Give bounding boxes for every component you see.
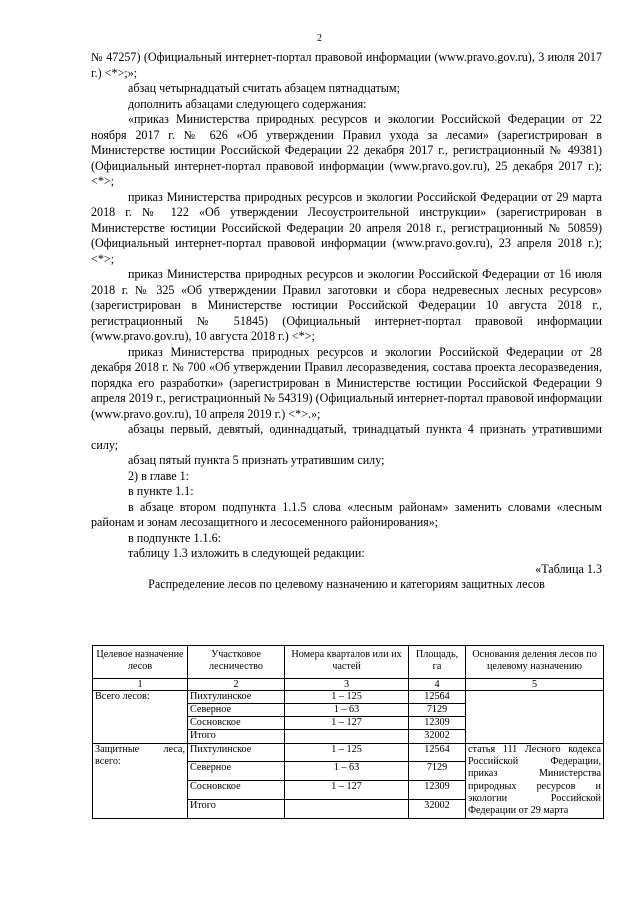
body-paragraph: приказ Министерства природных ресурсов и экологии Российской Федерации от 28 декабря 2018 г. № 700 «Об утверждении Правил лесоразведения, состава проекта лесоразведения, порядка его разработки» (зарегистрирован в Министерстве юстиции Российской Федерации 9 апреля 2019 г., регистрационный № 54319) (Официальный интернет-портал правовой информации (www.pravo.gov.ru), 10 апреля 2019 г.) <*>.»; (91, 344, 602, 421)
body-paragraph: приказ Министерства природных ресурсов и экологии Российской Федерации от 16 июля 2018 г. № 325 «Об утверждении Правил заготовки и сбора недревесных лесных ресурсов» (зарегистрирован в Министерстве юстиции Российской Федерации 10 августа 2018 г., регистрационный № 51845) (Официальный интернет-портал правовой информации (www.pravo.gov.ru), 10 августа 2018 г.) <*>; (91, 267, 602, 343)
body-paragraph: дополнить абзацами следующего содержания: (128, 96, 367, 111)
body-paragraph: в пункте 1.1: (128, 484, 194, 498)
table-header-row (93, 646, 604, 679)
area-cell: 12309 (409, 717, 466, 730)
quarters-cell: 1 – 127 (285, 781, 409, 800)
document-body (91, 50, 602, 593)
column-number: 3 (285, 678, 409, 690)
body-paragraph: абзац четырнадцатый считать абзацем пятнадцатым; (128, 81, 400, 95)
forestry-cell: Сосновское (188, 717, 285, 730)
header-cell: Номера кварталов или их частей (285, 646, 409, 679)
table-row (93, 743, 604, 762)
purpose-cell: Защитные леса, всего: (93, 743, 188, 818)
forestry-cell: Итого (188, 799, 285, 818)
body-paragraph: абзацы первый, девятый, одиннадцатый, тринадцатый пункта 4 признать утратившими силу; (91, 422, 602, 452)
column-number: 1 (93, 678, 188, 690)
body-paragraph: в абзаце втором подпункта 1.1.5 слова «лесным районам» заменить словами «лесным районам и зонам лесозащитного и лесосеменного районирования»; (91, 499, 602, 529)
forestry-cell: Итого (188, 730, 285, 743)
basis-cell: статья 111 Лесного кодекса Российской Федерации, приказ Министерства природных ресурсов и экологии Российской Федерации от 29 марта (466, 743, 604, 818)
purpose-cell: Всего лесов: (93, 690, 188, 743)
column-number: 2 (188, 678, 285, 690)
body-paragraph: в подпункте 1.1.6: (128, 530, 221, 545)
forestry-cell: Пихтулинское (188, 690, 285, 703)
area-cell: 7129 (409, 703, 466, 716)
forestry-cell: Северное (188, 703, 285, 716)
area-cell: 12309 (409, 781, 466, 800)
body-paragraph: № 47257) (Официальный интернет-портал правовой информации (www.pravo.gov.ru), 3 июля 2017 г.) <*>;»; (91, 50, 602, 80)
header-cell: Участковое лесничество (188, 646, 285, 679)
body-paragraph: приказ Министерства природных ресурсов и экологии Российской Федерации от 29 марта 2018 г. № 122 «Об утверждении Лесоустроительной инструкции» (зарегистрирован в Министерстве юстиции Российской Федерации 20 апреля 2018 г., регистрационный № 50859) (Официальный интернет-портал правовой информации (www.pravo.gov.ru), 23 апреля 2018 г.); <*>; (91, 189, 602, 266)
forestry-cell: Сосновское (188, 781, 285, 800)
quarters-cell (285, 730, 409, 743)
header-cell: Основания деления лесов по целевому назначению (466, 646, 604, 679)
area-cell: 12564 (409, 690, 466, 703)
paragraph-list (91, 50, 602, 562)
table-row (93, 690, 604, 703)
header-cell: Целевое назначение лесов (93, 646, 188, 679)
area-cell: 32002 (409, 730, 466, 743)
quarters-cell: 1 – 125 (285, 743, 409, 762)
area-cell: 7129 (409, 762, 466, 781)
quarters-cell: 1 – 125 (285, 690, 409, 703)
body-paragraph: «приказ Министерства природных ресурсов и экологии Российской Федерации от 22 ноября 2017 г. № 626 «Об утверждении Правил ухода за лесами» (зарегистрирован в Министерстве юстиции Российской Федерации 22 декабря 2017 г., регистрационный № 49381) (Официальный интернет-портал правовой информации (www.pravo.gov.ru), 25 декабря 2017 г.); <*>; (91, 112, 602, 188)
body-paragraph: таблицу 1.3 изложить в следующей редакции: (128, 546, 365, 560)
column-number-row (93, 678, 604, 690)
basis-cell (466, 690, 604, 743)
forestry-cell: Пихтулинское (188, 743, 285, 762)
forest-distribution-table (92, 645, 604, 819)
quarters-cell: 1 – 127 (285, 717, 409, 730)
forestry-cell: Северное (188, 762, 285, 781)
area-cell: 12564 (409, 743, 466, 762)
body-paragraph: 2) в главе 1: (128, 468, 190, 483)
column-number: 5 (466, 678, 604, 690)
area-cell: 32002 (409, 799, 466, 818)
quarters-cell: 1 – 63 (285, 762, 409, 781)
quarters-cell: 1 – 63 (285, 703, 409, 716)
quarters-cell (285, 799, 409, 818)
body-paragraph: абзац пятый пункта 5 признать утратившим силу; (128, 453, 385, 467)
page-number: 2 (317, 33, 322, 44)
table-label: «Таблица 1.3 (535, 561, 602, 576)
column-number: 4 (409, 678, 466, 690)
header-cell: Площадь, га (409, 646, 466, 679)
table-title: Распределение лесов по целевому назначению и категориям защитных лесов (148, 577, 545, 591)
